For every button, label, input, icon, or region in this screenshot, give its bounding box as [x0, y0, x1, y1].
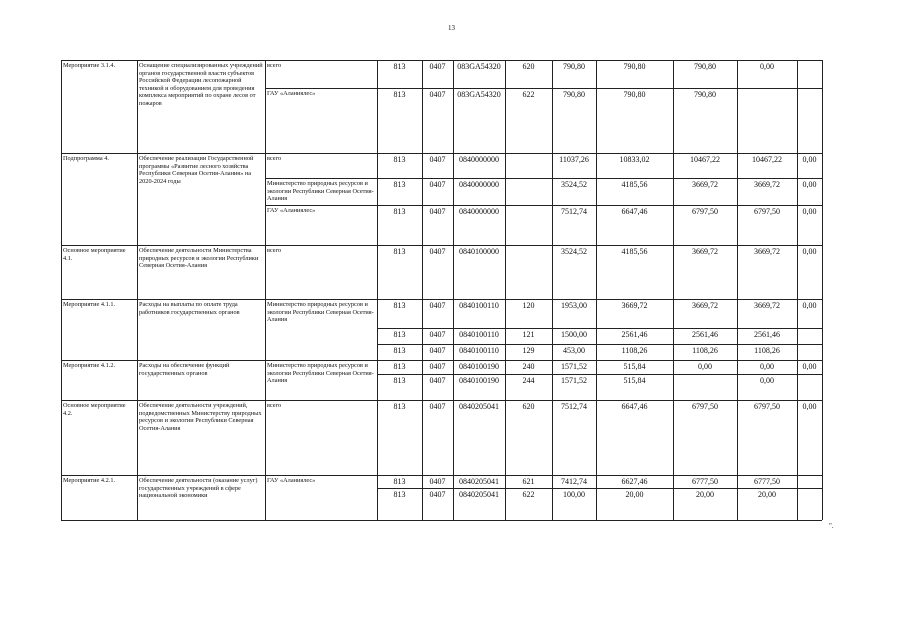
table-column-line	[797, 60, 798, 520]
grbs-code: 813	[393, 90, 406, 99]
value-2020: 1500,00	[561, 330, 587, 339]
value-2020: 7412,74	[561, 477, 587, 486]
table-row-line	[265, 178, 822, 179]
value-2023: 2561,46	[754, 330, 780, 339]
grbs-code: 813	[393, 155, 406, 164]
section-code: 0407	[429, 346, 446, 355]
target-article: 0840100110	[459, 330, 499, 339]
value-2022: 3669,72	[692, 180, 718, 189]
section-code: 0407	[429, 376, 446, 385]
expense-type: 240	[522, 362, 535, 371]
value-2021: 1108,26	[621, 346, 648, 355]
value-2022: 1108,26	[692, 346, 718, 355]
value-2024: 0,00	[802, 402, 817, 411]
measure-description: Обеспечение деятельности (оказание услуг) государственных учреждений в сфере национальной экономики	[139, 477, 258, 500]
expense-type: 129	[522, 346, 535, 355]
grbs-code: 813	[393, 330, 406, 339]
grbs-code: 813	[393, 247, 406, 256]
table-row-line	[61, 475, 822, 476]
target-article: 0840205041	[459, 402, 499, 411]
value-2021: 2561,46	[621, 330, 648, 339]
executor-name: ГАУ «Аланиялес»	[267, 90, 316, 97]
target-article: 0840205041	[459, 477, 499, 486]
value-2020: 3524,52	[561, 180, 587, 189]
target-article: 0840100000	[459, 247, 499, 256]
executor-name: всего	[267, 402, 282, 409]
value-2023: 3669,72	[754, 247, 780, 256]
measure-description: Расходы на обеспечение функций государственных органов	[139, 362, 230, 377]
value-2024: 0,00	[802, 247, 817, 256]
value-2024: 0,00	[802, 207, 817, 216]
executor-name: всего	[267, 247, 282, 254]
grbs-code: 813	[393, 180, 406, 189]
section-code: 0407	[429, 155, 446, 164]
value-2022: 2561,46	[692, 330, 718, 339]
value-2022: 790,80	[694, 62, 716, 71]
value-2021: 6647,46	[621, 402, 648, 411]
value-2023: 1108,26	[754, 346, 780, 355]
value-2020: 790,80	[563, 90, 585, 99]
value-2020: 11037,26	[559, 155, 589, 164]
closing-quote-mark: ".	[829, 522, 834, 530]
section-code: 0407	[429, 247, 446, 256]
value-2020: 3524,52	[561, 247, 587, 256]
table-column-line	[61, 60, 62, 520]
value-2020: 1571,52	[561, 376, 587, 385]
measure-name: Основное мероприятие 4.2.	[63, 402, 126, 417]
expense-type: 622	[522, 490, 535, 499]
page-number: 13	[448, 24, 455, 32]
target-article: 083GA54320	[457, 62, 501, 71]
value-2024: 0,00	[802, 155, 817, 164]
table-row-line	[377, 488, 822, 489]
value-2024: 0,00	[802, 301, 817, 310]
table-column-line	[453, 60, 454, 520]
value-2023: 6777,50	[754, 477, 780, 486]
table-border-bottom	[61, 520, 822, 521]
table-column-line	[265, 60, 266, 520]
value-2024: 0,00	[802, 362, 817, 371]
grbs-code: 813	[393, 301, 406, 310]
section-code: 0407	[429, 330, 446, 339]
value-2022: 790,80	[694, 90, 716, 99]
value-2020: 790,80	[563, 62, 585, 71]
value-2023: 6797,50	[754, 402, 780, 411]
value-2023: 3669,72	[754, 180, 780, 189]
section-code: 0407	[429, 62, 446, 71]
table-row-line	[61, 299, 822, 300]
value-2023: 0,00	[760, 62, 774, 71]
section-code: 0407	[429, 301, 446, 310]
table-row-line	[265, 205, 822, 206]
section-code: 0407	[429, 362, 446, 371]
grbs-code: 813	[393, 362, 406, 371]
target-article: 0840000000	[459, 155, 499, 164]
table-row-line	[377, 374, 822, 375]
table-row-line	[61, 245, 822, 246]
value-2023: 3669,72	[754, 301, 780, 310]
value-2022: 3669,72	[692, 301, 718, 310]
value-2022: 6797,50	[692, 207, 718, 216]
value-2023: 0,00	[760, 362, 774, 371]
grbs-code: 813	[393, 62, 406, 71]
value-2021: 3669,72	[621, 301, 648, 310]
measure-description: Оснащение специализированных учреждений органов государственной власти субъектов Российской Федерации лесопожарной техникой и оборудованием для проведения комплекса мероприятий по охране лесов от пожаров	[139, 62, 263, 107]
expense-type: 620	[522, 402, 535, 411]
value-2021: 790,80	[623, 62, 646, 71]
grbs-code: 813	[393, 376, 406, 385]
expense-type: 622	[522, 90, 535, 99]
measure-name: Основное мероприятие 4.1.	[63, 247, 126, 262]
table-row-line	[377, 328, 822, 329]
table-border-top	[61, 60, 822, 61]
section-code: 0407	[429, 490, 446, 499]
table-row-line	[61, 400, 822, 401]
value-2022: 3669,72	[692, 247, 718, 256]
value-2020: 453,00	[563, 346, 585, 355]
measure-description: Расходы на выплаты по оплате труда работников государственных органов	[139, 301, 240, 316]
measure-name: Мероприятие 4.1.1.	[63, 301, 116, 308]
grbs-code: 813	[393, 477, 406, 486]
table-column-line	[377, 60, 378, 520]
section-code: 0407	[429, 207, 446, 216]
measure-name: Подпрограмма 4.	[63, 155, 109, 162]
table-column-line	[137, 60, 138, 520]
table-column-line	[673, 60, 674, 520]
target-article: 0840000000	[459, 180, 499, 189]
expense-type: 121	[522, 330, 535, 339]
target-article: 0840100110	[459, 301, 499, 310]
value-2022: 6777,50	[692, 477, 718, 486]
value-2021: 10833,02	[619, 155, 650, 164]
value-2020: 7512,74	[561, 402, 587, 411]
value-2021: 4185,56	[621, 180, 648, 189]
value-2023: 10467,22	[752, 155, 782, 164]
value-2020: 1571,52	[561, 362, 587, 371]
target-article: 0840205041	[459, 490, 499, 499]
section-code: 0407	[429, 180, 446, 189]
value-2021: 790,80	[623, 90, 646, 99]
table-column-line	[552, 60, 553, 520]
value-2022: 6797,50	[692, 402, 718, 411]
value-2021: 20,00	[625, 490, 644, 499]
section-code: 0407	[429, 402, 446, 411]
measure-name: Мероприятие 4.1.2.	[63, 362, 116, 369]
grbs-code: 813	[393, 346, 406, 355]
section-code: 0407	[429, 477, 446, 486]
expense-type: 244	[522, 376, 535, 385]
table-column-line	[737, 60, 738, 520]
table-row-line	[377, 344, 822, 345]
target-article: 083GA54320	[457, 90, 501, 99]
value-2023: 20,00	[758, 490, 776, 499]
table-row-line	[61, 153, 822, 154]
executor-name: ГАУ «Аланиялес»	[267, 207, 316, 214]
executor-name: Министерство природных ресурсов и экологии Республики Северная Осетия-Алания	[267, 301, 374, 324]
grbs-code: 813	[393, 402, 406, 411]
executor-name: Министерство природных ресурсов и экологии Республики Северная Осетия-Алания	[267, 362, 374, 385]
expense-type: 120	[522, 301, 535, 310]
value-2023: 6797,50	[754, 207, 780, 216]
value-2021: 515,84	[623, 362, 646, 371]
target-article: 0840100190	[459, 376, 499, 385]
value-2021: 4185,56	[621, 247, 648, 256]
value-2021: 6627,46	[621, 477, 648, 486]
table-row-line	[265, 88, 822, 89]
executor-name: всего	[267, 155, 282, 162]
value-2020: 7512,74	[561, 207, 587, 216]
executor-name: Министерство природных ресурсов и экологии Республики Северная Осетия-Алания	[267, 180, 374, 203]
section-code: 0407	[429, 90, 446, 99]
table-column-line	[505, 60, 506, 520]
target-article: 0840100110	[459, 346, 499, 355]
table-row-line	[61, 360, 822, 361]
value-2022: 10467,22	[690, 155, 720, 164]
measure-name: Мероприятие 4.2.1.	[63, 477, 116, 484]
table-column-line	[596, 60, 597, 520]
measure-description: Обеспечение деятельности Министерства природных ресурсов и экологии Республики Северная Осетия-Алания	[139, 247, 259, 270]
value-2023: 0,00	[760, 376, 774, 385]
target-article: 0840000000	[459, 207, 499, 216]
grbs-code: 813	[393, 490, 406, 499]
expense-type: 621	[522, 477, 535, 486]
value-2024: 0,00	[802, 180, 817, 189]
measure-name: Мероприятие 3.1.4.	[63, 62, 116, 69]
measure-description: Обеспечение реализации Государственной программы «Развитие лесного хозяйства Республики Северная Осетия-Алания» на 2020-2024 годы	[139, 155, 254, 185]
target-article: 0840100190	[459, 362, 499, 371]
value-2022: 0,00	[698, 362, 712, 371]
value-2021: 6647,46	[621, 207, 648, 216]
measure-description: Обеспечение деятельности учреждений, подведомственных Министерству природных ресурсов и экологии Республики Северная Осетия-Алания	[139, 402, 262, 432]
budget-table	[61, 60, 822, 520]
grbs-code: 813	[393, 207, 406, 216]
executor-name: ГАУ «Аланиялес»	[267, 477, 316, 484]
table-column-line	[422, 60, 423, 520]
value-2020: 1953,00	[561, 301, 587, 310]
value-2020: 100,00	[563, 490, 585, 499]
expense-type: 620	[522, 62, 535, 71]
executor-name: всего	[267, 62, 282, 69]
value-2022: 20,00	[696, 490, 714, 499]
value-2021: 515,84	[623, 376, 646, 385]
table-column-line	[822, 60, 823, 520]
